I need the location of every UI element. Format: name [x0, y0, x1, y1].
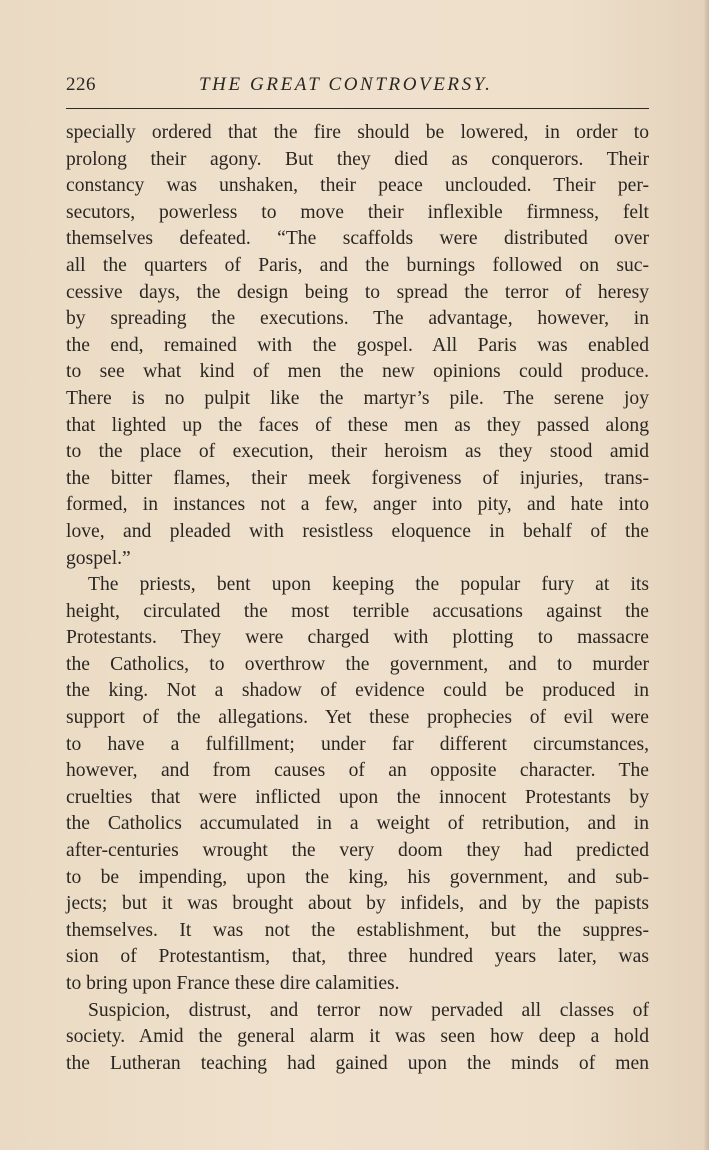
text-line: cruelties that were inflicted upon the innocent Protestants by	[66, 786, 649, 808]
text-line: Protestants. They were charged with plotting to massacre	[66, 627, 649, 649]
text-line: specially ordered that the fire should be lowered, in order to	[66, 122, 649, 143]
text-line: the Lutheran teaching had gained upon the minds of men	[66, 1052, 649, 1074]
text-line: gospel.”	[66, 547, 131, 569]
text-line: the bitter flames, their meek forgiveness of injuries, trans-	[66, 467, 649, 489]
text-line: after-centuries wrought the very doom they had predicted	[66, 840, 649, 862]
text-line: constancy was unshaken, their peace unclouded. Their per-	[66, 175, 649, 197]
page-edge-shadow	[703, 0, 709, 1150]
text-line: themselves. It was not the establishment, but the suppres-	[66, 919, 649, 941]
text-line: to bring upon France these dire calamities.	[66, 973, 400, 994]
text-line: the Catholics accumulated in a weight of retribution, and in	[66, 813, 649, 835]
text-line: by spreading the executions. The advantage, however, in	[66, 308, 649, 330]
text-line: the Catholics, to overthrow the government, and to murder	[66, 653, 649, 675]
text-line: jects; but it was brought about by infidels, and by the papists	[66, 893, 649, 915]
text-line: height, circulated the most terrible accusations against the	[66, 600, 649, 622]
text-line: support of the allegations. Yet these prophecies of evil were	[66, 707, 649, 729]
text-line: all the quarters of Paris, and the burnings followed on suc-	[66, 254, 649, 276]
text-line: cessive days, the design being to spread the terror of heresy	[66, 281, 649, 303]
header-rule	[66, 108, 649, 109]
text-line: The priests, bent upon keeping the popular fury at its	[88, 574, 649, 596]
text-line: society. Amid the general alarm it was seen how deep a hold	[66, 1026, 649, 1048]
body-text	[66, 120, 649, 1077]
text-line: to the place of execution, their heroism as they stood amid	[66, 441, 649, 463]
text-line: to have a fulfillment; under far different circumstances,	[66, 733, 649, 755]
text-line: love, and pleaded with resistless eloquence in behalf of the	[66, 520, 649, 542]
text-line: secutors, powerless to move their inflexible firmness, felt	[66, 201, 649, 223]
text-line: Suspicion, distrust, and terror now pervaded all classes of	[88, 999, 649, 1021]
text-line: prolong their agony. But they died as conquerors. Their	[66, 148, 649, 170]
text-line: formed, in instances not a few, anger into pity, and hate into	[66, 494, 649, 516]
text-line: to see what kind of men the new opinions could produce.	[66, 361, 649, 383]
running-title: THE GREAT CONTROVERSY.	[199, 74, 493, 95]
page-number: 226	[66, 74, 96, 95]
text-line: the king. Not a shadow of evidence could be produced in	[66, 680, 649, 702]
text-line: however, and from causes of an opposite character. The	[66, 760, 649, 782]
text-line: sion of Protestantism, that, three hundred years later, was	[66, 946, 649, 968]
text-line: the end, remained with the gospel. All Paris was enabled	[66, 334, 649, 356]
text-line: that lighted up the faces of these men as they passed along	[66, 414, 649, 436]
text-line: There is no pulpit like the martyr’s pile. The serene joy	[66, 387, 649, 409]
text-line: to be impending, upon the king, his government, and sub-	[66, 866, 649, 888]
page-header	[66, 74, 649, 104]
text-line: themselves defeated. “The scaffolds were distributed over	[66, 228, 649, 250]
